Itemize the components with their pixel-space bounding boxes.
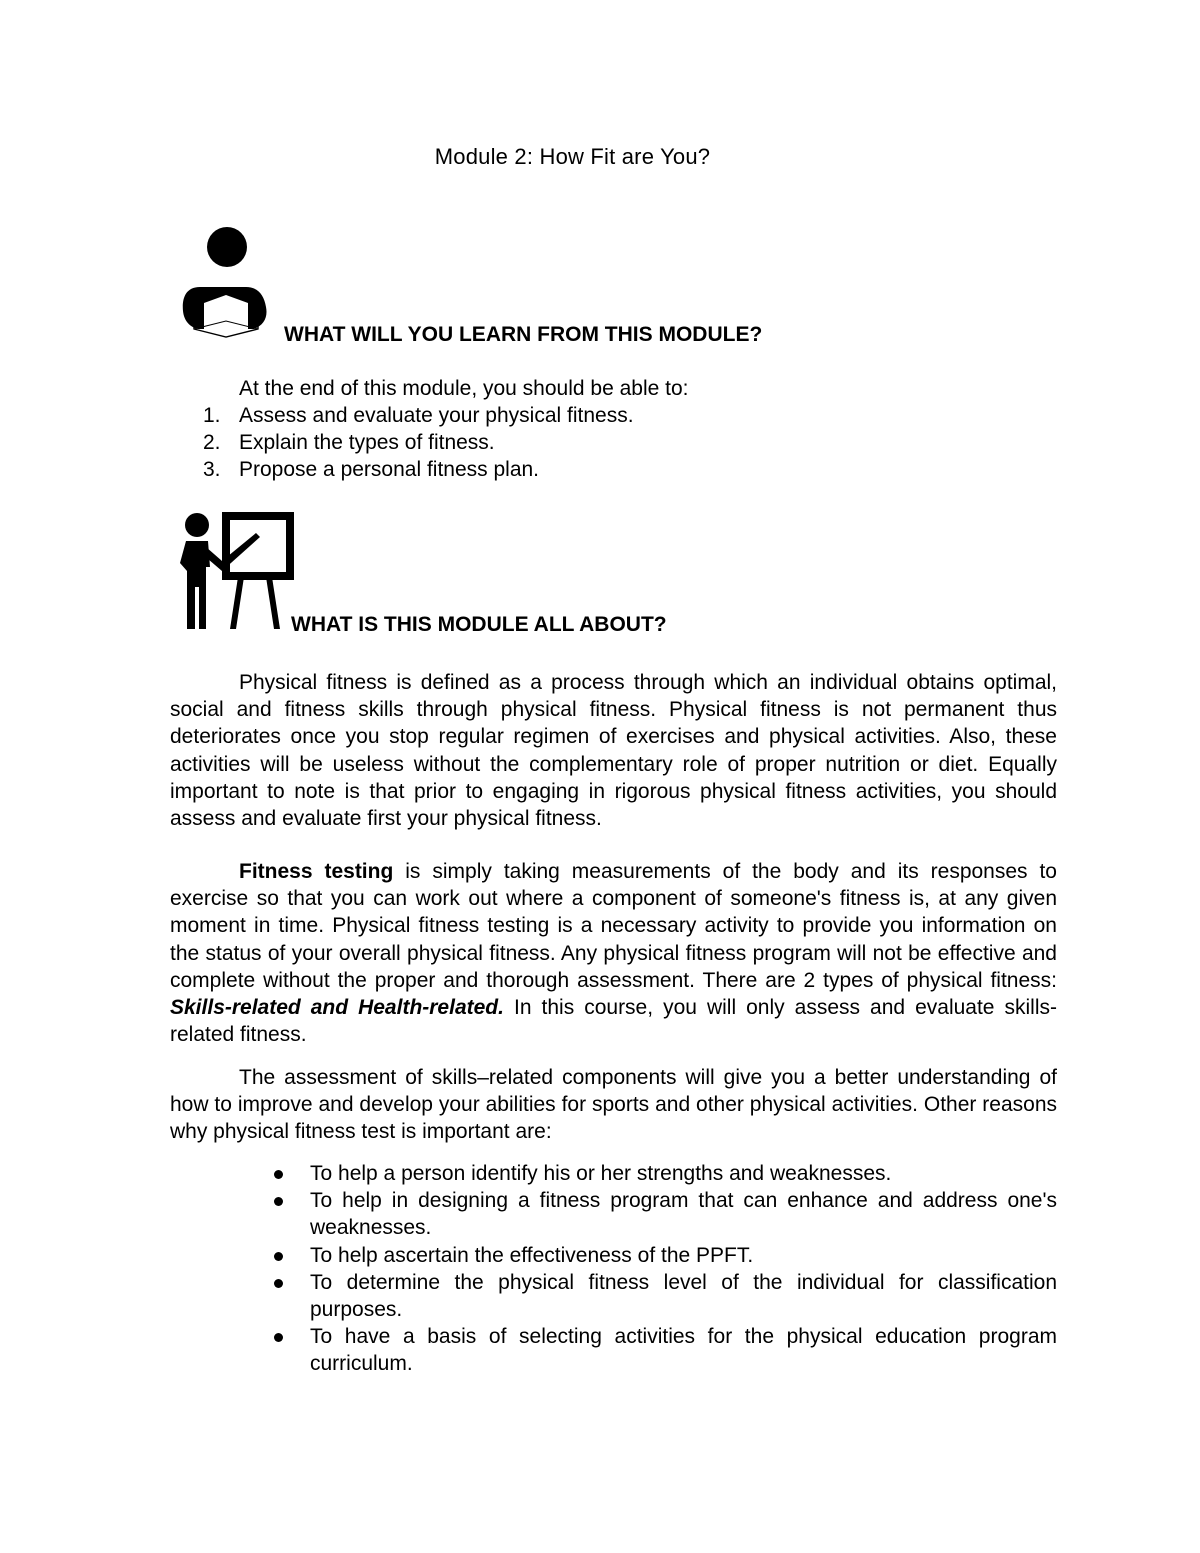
reason-text: To help in designing a fitness program that can enhance and address one's weaknesses. <box>310 1189 1057 1240</box>
paragraph-assessment: The assessment of skills–related components will give you a better understanding of how to improve and develop your abilities for sports and other physical activities. Other reasons why physical fitness test is important are: <box>170 1066 1057 1144</box>
bullet-icon <box>274 1333 283 1342</box>
reason-item <box>270 1160 1057 1187</box>
objectives-intro: At the end of this module, you should be able to: <box>239 377 689 400</box>
objective-number: 1. <box>203 404 221 427</box>
reason-item <box>270 1269 1057 1323</box>
reason-text: To help ascertain the effectiveness of the PPFT. <box>310 1243 754 1267</box>
paragraph-fitness-testing <box>170 858 1057 1048</box>
reason-text: To help a person identify his or her strengths and weaknesses. <box>310 1162 892 1185</box>
reason-item <box>270 1242 1057 1269</box>
objectives-list <box>203 402 634 483</box>
bullet-icon <box>274 1279 283 1288</box>
page-title: Module 2: How Fit are You? <box>434 144 711 169</box>
objective-number: 3. <box>203 458 221 481</box>
teacher-board-icon <box>172 511 296 635</box>
reason-item <box>270 1323 1057 1377</box>
objective-item <box>203 456 634 483</box>
reason-text: To determine the physical fitness level of the individual for classification purposes. <box>310 1270 1057 1322</box>
objective-text: Propose a personal fitness plan. <box>239 458 540 481</box>
objective-item <box>203 429 634 456</box>
fitness-testing-text: is simply taking measurements of the body and its responses to exercise so that you can work out where a component of someone's fitness is, at any given moment in time. Physical fitness testing is a necessary activity to provide you information on the status of your overall physical fitness. Any physical fitness program will not be effective and complete without the proper and thorough assessment. There are 2 types of physical fitness: <box>170 860 1057 992</box>
fitness-testing-term: Fitness testing <box>239 860 394 883</box>
fitness-testing-text-end: In this course, you will only assess and evaluate skills-related fitness. <box>170 996 1057 1047</box>
reason-text: To have a basis of selecting activities for the physical education program curriculum. <box>310 1325 1057 1376</box>
bullet-icon <box>274 1197 283 1206</box>
learn-heading: WHAT WILL YOU LEARN FROM THIS MODULE? <box>284 323 763 346</box>
objective-number: 2. <box>203 431 221 454</box>
objective-text: Assess and evaluate your physical fitness. <box>239 404 634 427</box>
objective-item <box>203 402 634 429</box>
reasons-list <box>270 1160 1057 1378</box>
bullet-icon <box>274 1170 283 1179</box>
about-heading: WHAT IS THIS MODULE ALL ABOUT? <box>291 613 667 636</box>
fitness-types-emphasis: Skills-related and Health-related. <box>170 996 504 1020</box>
bullet-icon <box>274 1252 283 1261</box>
paragraph-definition: Physical fitness is defined as a process through which an individual obtains optimal, social and fitness skills through physical fitness. Physical fitness is not permanent thus deteriorates once you stop regular regimen of exercises and physical activities. Also, these activities will be useless without the complementary role of proper nutrition or diet. Equally important to note is that prior to engaging in rigorous physical fitness activities, you should assess and evaluate first your physical fitness. <box>170 671 1057 831</box>
reader-icon <box>180 225 270 345</box>
reason-item <box>270 1187 1057 1241</box>
objective-text: Explain the types of fitness. <box>239 431 495 454</box>
